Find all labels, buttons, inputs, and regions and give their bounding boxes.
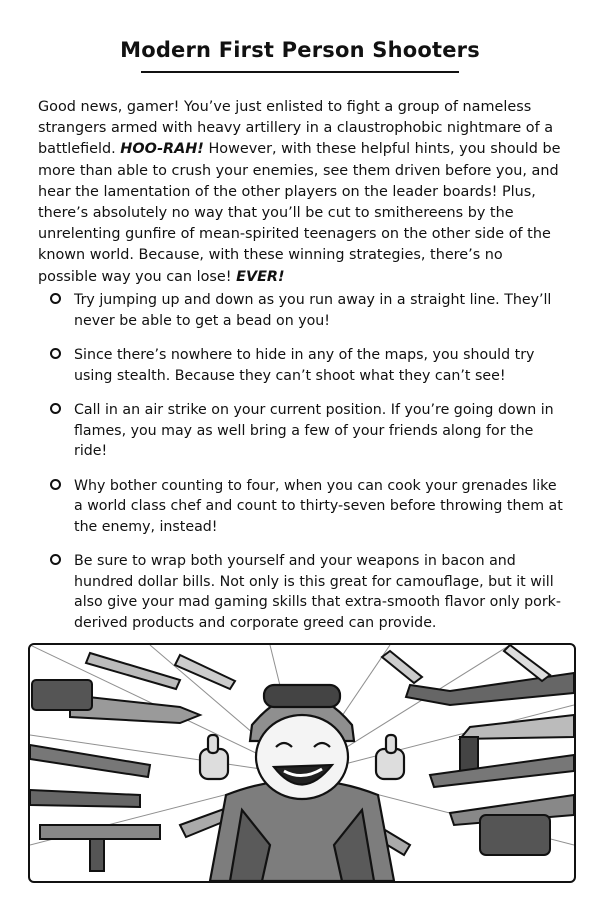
tip-item-4 xyxy=(48,476,568,538)
intro-text-1: Good news, gamer! You’ve just enlisted to fight a group of nameless strangers armed with heavy artillery in a claustrophobic nightmare of a battlefield. xyxy=(38,99,554,158)
title-underline xyxy=(141,71,459,73)
intro-paragraph xyxy=(38,97,566,288)
circle-bullet-icon xyxy=(50,348,61,359)
circle-bullet-icon xyxy=(50,479,61,490)
tip-item-1 xyxy=(48,290,568,331)
soldier-illustration xyxy=(28,643,576,883)
tip-text-5: Be sure to wrap both yourself and your weapons in bacon and hundred dollar bills. Not only is this great for camouflage, but it will also give your mad gaming skills that extra-smooth flavor only pork-derived products and corporate greed can provide. xyxy=(74,553,562,631)
circle-bullet-icon xyxy=(50,293,61,304)
tip-item-2 xyxy=(48,345,568,386)
intro-ever: EVER! xyxy=(236,268,285,285)
tip-item-5 xyxy=(48,551,568,633)
tip-text-1: Try jumping up and down as you run away in a straight line. They’ll never be able to get a bead on you! xyxy=(74,292,552,329)
tip-text-2: Since there’s nowhere to hide in any of the maps, you should try using stealth. Because they can’t shoot what they can’t see! xyxy=(74,347,535,384)
page-title: Modern First Person Shooters xyxy=(120,38,480,62)
tip-text-3: Call in an air strike on your current position. If you’re going down in flames, you may as well bring a few of your friends along for the ride! xyxy=(74,402,554,459)
intro-text-2: However, with these helpful hints, you should be more than able to crush your enemies, see them driven before you, and hear the lamentation of the other players on the leader boards! Plus, there’s absolutely no way that you’ll be cut to smithereens by the unrelenting gunfire of mean-spirited teenagers on the other side of the known world. Because, with these winning strategies, there’s no possible way you can lose! xyxy=(38,141,561,285)
circle-bullet-icon xyxy=(50,554,61,565)
intro-shout: HOO-RAH! xyxy=(120,141,204,158)
tips-list xyxy=(48,290,568,633)
tip-text-4: Why bother counting to four, when you can cook your grenades like a world class chef and count to thirty-seven before throwing them at the enemy, instead! xyxy=(74,477,563,535)
tip-item-3 xyxy=(48,400,568,462)
soldier-illustration-svg xyxy=(30,645,574,881)
circle-bullet-icon xyxy=(50,403,61,414)
